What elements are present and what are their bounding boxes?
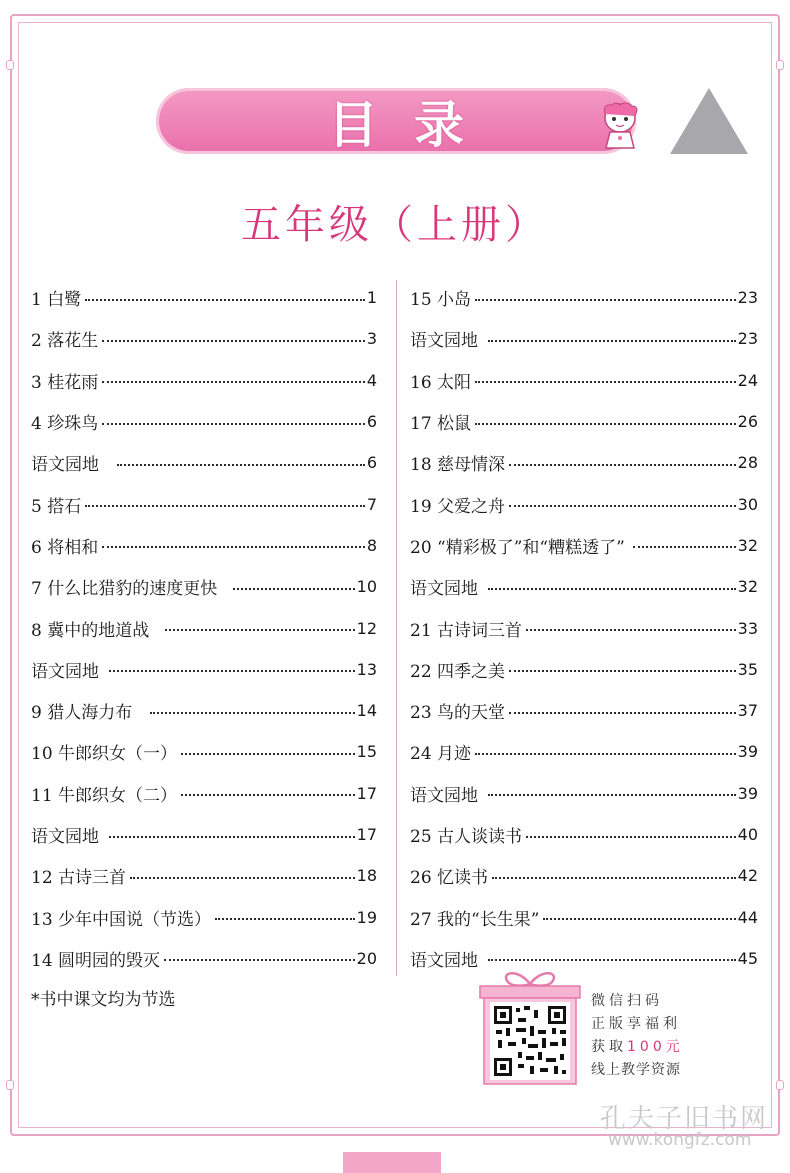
toc-entry[interactable] xyxy=(31,525,377,566)
toc-leader-dots xyxy=(488,588,736,590)
toc-entry[interactable] xyxy=(410,814,758,855)
toc-leader-dots xyxy=(509,464,736,466)
toc-entry-title: 24 月迹 xyxy=(410,744,472,765)
toc-entry-page: 44 xyxy=(737,907,758,927)
toc-leader-dots xyxy=(492,877,736,879)
toc-entry-title: 25 古人谈读书 xyxy=(410,827,523,847)
toc-leader-dots xyxy=(102,423,365,425)
toc-entry-page: 18 xyxy=(356,866,377,886)
toc-entry-title: 语文园地 xyxy=(410,331,478,352)
toc-entry-title: 27 我的“长生果” xyxy=(410,909,540,930)
toc-leader-dots xyxy=(475,423,736,425)
toc-entry-page: 20 xyxy=(356,948,377,968)
toc-entry[interactable] xyxy=(31,401,377,442)
toc-entry-page: 42 xyxy=(737,866,758,886)
toc-entry-title: 13 少年中国说（节选） xyxy=(31,909,212,930)
toc-leader-dots xyxy=(509,505,736,507)
toc-leader-dots xyxy=(102,546,365,548)
toc-leader-dots xyxy=(102,381,365,383)
toc-entry-title: 9 猎人海力布 xyxy=(31,703,133,724)
toc-entry[interactable] xyxy=(410,318,758,359)
toc-leader-dots xyxy=(165,629,354,631)
title-banner xyxy=(156,88,636,154)
page-title: 目录 xyxy=(328,96,500,154)
promo-line-3-highlight: 100元 xyxy=(627,1039,684,1055)
frame-corner-decoration xyxy=(6,1080,14,1090)
toc-entry-page: 45 xyxy=(737,948,758,968)
bottom-page-tab xyxy=(343,1152,441,1173)
toc-leader-dots xyxy=(509,670,736,672)
toc-entry-page: 19 xyxy=(356,907,377,927)
toc-entry-title: 20 “精彩极了”和“糟糕透了” xyxy=(410,537,625,558)
toc-leader-dots xyxy=(181,753,355,755)
toc-entry-page: 23 xyxy=(737,329,758,349)
toc-leader-dots xyxy=(85,505,365,507)
toc-entry-title: 21 古诗词三首 xyxy=(410,620,523,641)
qr-code-gift-box[interactable] xyxy=(478,968,582,1086)
toc-entry-title: 19 父爱之舟 xyxy=(410,496,506,517)
toc-entry[interactable] xyxy=(31,483,377,524)
toc-leader-dots xyxy=(164,959,355,961)
footnote: *书中课文均为节选 xyxy=(31,990,176,1010)
watermark-url: www.kongfz.com xyxy=(608,1130,752,1150)
toc-entry-title: 5 搭石 xyxy=(31,496,82,517)
promo-line-3-prefix: 获取 xyxy=(591,1039,627,1055)
toc-entry-title: 11 牛郎织女（二） xyxy=(31,785,178,806)
toc-entry[interactable] xyxy=(410,896,758,937)
toc-entry[interactable] xyxy=(31,814,377,855)
toc-entry[interactable] xyxy=(31,649,377,690)
toc-entry-page: 3 xyxy=(366,329,377,349)
toc-entry[interactable] xyxy=(410,773,758,814)
toc-entry[interactable] xyxy=(410,525,758,566)
toc-entry-page: 14 xyxy=(356,701,377,721)
toc-right-column xyxy=(410,277,758,979)
toc-leader-dots xyxy=(488,340,736,342)
toc-entry[interactable] xyxy=(31,277,377,318)
toc-entry-title: 15 小岛 xyxy=(410,290,472,311)
toc-entry-page: 28 xyxy=(737,453,758,473)
toc-entry-page: 33 xyxy=(737,618,758,638)
toc-entry-page: 6 xyxy=(366,412,377,432)
toc-entry[interactable] xyxy=(31,442,377,483)
toc-entry-title: 12 古诗三首 xyxy=(31,868,127,889)
toc-leader-dots xyxy=(117,464,365,466)
toc-entry-title: 17 松鼠 xyxy=(410,414,472,435)
promo-line-1: 微信扫码 xyxy=(591,993,663,1009)
toc-leader-dots xyxy=(233,588,354,590)
toc-entry-title: 22 四季之美 xyxy=(410,661,506,682)
toc-entry-title: 语文园地 xyxy=(410,785,478,806)
qr-promo-text xyxy=(591,990,684,1082)
toc-entry[interactable] xyxy=(410,690,758,731)
toc-entry-page: 37 xyxy=(737,701,758,721)
toc-entry[interactable] xyxy=(410,855,758,896)
toc-entry-page: 8 xyxy=(366,535,377,555)
toc-entry-title: 16 太阳 xyxy=(410,372,472,393)
toc-entry[interactable] xyxy=(31,855,377,896)
toc-entry-page: 10 xyxy=(356,577,377,597)
gray-triangle-icon xyxy=(668,86,750,156)
toc-entry-page: 32 xyxy=(737,577,758,597)
toc-entry-page: 35 xyxy=(737,659,758,679)
toc-leader-dots xyxy=(109,836,355,838)
toc-entry-title: 6 将相和 xyxy=(31,537,99,558)
toc-entry-page: 15 xyxy=(356,742,377,762)
toc-leader-dots xyxy=(85,299,365,301)
toc-entry-title: 10 牛郎织女（一） xyxy=(31,744,178,765)
toc-entry[interactable] xyxy=(410,607,758,648)
toc-leader-dots xyxy=(215,918,355,920)
toc-entry-page: 23 xyxy=(737,288,758,308)
toc-left-column xyxy=(31,277,377,979)
frame-corner-decoration xyxy=(776,1080,784,1090)
toc-entry[interactable] xyxy=(410,442,758,483)
toc-entry-page: 30 xyxy=(737,494,758,514)
toc-leader-dots xyxy=(102,340,365,342)
toc-entry-page: 26 xyxy=(737,412,758,432)
frame-corner-decoration xyxy=(776,60,784,70)
toc-entry[interactable] xyxy=(410,731,758,772)
toc-entry[interactable] xyxy=(31,731,377,772)
toc-leader-dots xyxy=(181,794,355,796)
toc-entry[interactable] xyxy=(410,277,758,318)
toc-entry[interactable] xyxy=(31,318,377,359)
toc-leader-dots xyxy=(130,877,355,879)
toc-entry-page: 17 xyxy=(356,825,377,844)
toc-entry[interactable] xyxy=(410,401,758,442)
toc-entry-title: 3 桂花雨 xyxy=(31,372,99,393)
toc-entry-page: 13 xyxy=(356,659,377,679)
toc-leader-dots xyxy=(150,712,354,714)
toc-entry-page: 1 xyxy=(366,288,377,308)
grade-subtitle: 五年级（上册） xyxy=(241,202,549,248)
toc-entry-page: 6 xyxy=(366,453,377,473)
toc-leader-dots xyxy=(475,753,736,755)
toc-entry-title: 语文园地 xyxy=(31,661,99,682)
toc-leader-dots xyxy=(509,712,736,714)
promo-line-3 xyxy=(591,1036,684,1059)
toc-entry[interactable] xyxy=(31,360,377,401)
toc-leader-dots xyxy=(526,836,736,838)
toc-leader-dots xyxy=(543,918,735,920)
toc-leader-dots xyxy=(109,670,355,672)
toc-entry-title: 18 慈母情深 xyxy=(410,455,506,476)
toc-entry-title: 语文园地 xyxy=(31,455,99,476)
toc-entry[interactable] xyxy=(31,773,377,814)
toc-entry[interactable] xyxy=(410,566,758,607)
toc-entry-title: 7 什么比猎豹的速度更快 xyxy=(31,579,218,600)
promo-line-4: 线上教学资源 xyxy=(591,1062,681,1078)
toc-entry-title: 8 冀中的地道战 xyxy=(31,620,150,641)
watermark-text: 孔夫子旧书网 xyxy=(600,1104,769,1134)
cartoon-doll-icon xyxy=(596,98,644,152)
toc-leader-dots xyxy=(488,959,736,961)
toc-entry[interactable] xyxy=(31,896,377,937)
toc-leader-dots xyxy=(488,794,736,796)
toc-entry-title: 23 鸟的天堂 xyxy=(410,703,506,724)
toc-entry-page: 39 xyxy=(737,742,758,762)
toc-entry-page: 17 xyxy=(356,783,377,803)
toc-entry-page: 32 xyxy=(737,535,758,555)
toc-entry[interactable] xyxy=(410,938,758,979)
toc-entry[interactable] xyxy=(410,483,758,524)
toc-entry[interactable] xyxy=(31,607,377,648)
toc-entry-page: 4 xyxy=(366,370,377,390)
toc-entry-page: 24 xyxy=(737,370,758,390)
toc-entry-page: 40 xyxy=(737,825,758,844)
toc-entry[interactable] xyxy=(410,360,758,401)
toc-entry-title: 1 白鹭 xyxy=(31,290,82,311)
toc-entry-page: 12 xyxy=(356,618,377,638)
toc-entry-title: 语文园地 xyxy=(410,579,478,600)
toc-entry-title: 14 圆明园的毁灭 xyxy=(31,950,161,971)
toc-entry-page: 7 xyxy=(366,494,377,514)
toc-leader-dots xyxy=(475,381,736,383)
toc-entry[interactable] xyxy=(31,690,377,731)
toc-entry-title: 26 忆读书 xyxy=(410,868,489,889)
frame-corner-decoration xyxy=(6,60,14,70)
toc-entry[interactable] xyxy=(410,649,758,690)
toc-leader-dots xyxy=(633,546,736,548)
toc-leader-dots xyxy=(526,629,736,631)
toc-entry-page: 39 xyxy=(737,783,758,803)
toc-leader-dots xyxy=(475,299,736,301)
toc-entry-title: 2 落花生 xyxy=(31,331,99,352)
toc-entry-title: 4 珍珠鸟 xyxy=(31,414,99,435)
column-divider xyxy=(396,280,397,976)
toc-entry[interactable] xyxy=(31,566,377,607)
toc-entry[interactable] xyxy=(31,938,377,979)
promo-line-2: 正版享福利 xyxy=(591,1016,681,1032)
toc-entry-title: 语文园地 xyxy=(31,827,99,847)
toc-entry-title: 语文园地 xyxy=(410,950,478,971)
